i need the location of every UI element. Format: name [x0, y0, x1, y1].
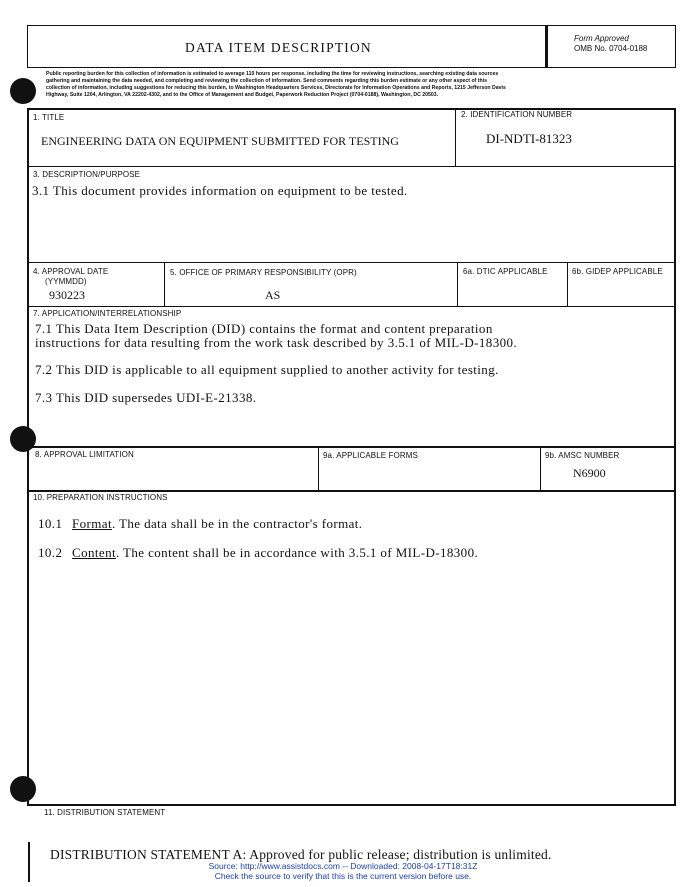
applicable-forms-label: 9a. APPLICABLE FORMS [323, 451, 418, 460]
footer-verify: Check the source to verify that this is the current version before use. [214, 871, 472, 881]
divider [318, 447, 319, 491]
title-value: ENGINEERING DATA ON EQUIPMENT SUBMITTED FOR TESTING [41, 134, 399, 148]
burden-line: Public reporting burden for this collection of information is estimated to average 110 hours per response, including the time for reviewing instructions, searching existing data sources [46, 71, 499, 77]
divider [27, 262, 676, 263]
divider [27, 166, 676, 167]
divider [540, 447, 541, 491]
identification-number-value: DI-NDTI-81323 [486, 131, 572, 146]
burden-line: Highway, Suite 1204, Arlington, VA 22202-4302, and to the Office of Management and Budget, Paperwork Reduction Project (0704-0188), Washington, DC 20503. [46, 92, 439, 98]
header-divider [545, 25, 548, 68]
application-7-2: 7.2 This DID is applicable to all equipment supplied to another activity for testing. [35, 362, 499, 377]
prep-10-1 [38, 516, 362, 532]
application-7-1-line1: 7.1 This Data Item Description (DID) contains the format and content preparation [35, 321, 493, 336]
footer-source: Source: http://www.assistdocs.com -- Downloaded: 2008-04-17T18:31Z [208, 861, 478, 871]
divider [164, 262, 165, 306]
dtic-applicable-label: 6a. DTIC APPLICABLE [463, 267, 548, 276]
divider [457, 262, 458, 306]
divider [27, 446, 676, 448]
divider [455, 108, 456, 166]
burden-statement [46, 71, 676, 99]
punch-hole-top [10, 78, 36, 104]
approval-date-label: 4. APPROVAL DATE [33, 267, 109, 276]
gidep-applicable-label: 6b. GIDEP APPLICABLE [572, 267, 663, 276]
description-label: 3. DESCRIPTION/PURPOSE [33, 170, 141, 179]
divider [27, 490, 676, 492]
identification-number-label: 2. IDENTIFICATION NUMBER [461, 110, 573, 119]
burden-line: gathering and maintaining the data needed, and completing and reviewing the collection of information. Send comments regarding this burden estimate or any other aspect of this [46, 78, 487, 84]
approval-date-value: 930223 [49, 288, 85, 302]
distribution-statement-value: DISTRIBUTION STATEMENT A: Approved for public release; distribution is unlimited. [50, 847, 552, 862]
opr-value: AS [265, 288, 281, 302]
opr-label: 5. OFFICE OF PRIMARY RESPONSIBILITY (OPR) [170, 268, 357, 277]
approval-limitation-label: 8. APPROVAL LIMITATION [35, 450, 134, 459]
prep-10-2-heading: Content [72, 545, 116, 560]
application-label: 7. APPLICATION/INTERRELATIONSHIP [33, 309, 182, 318]
omb-number: OMB No. 0704-0188 [574, 44, 648, 53]
amsc-number-value: N6900 [573, 466, 606, 480]
title-label: 1. TITLE [33, 113, 65, 122]
application-7-3: 7.3 This DID supersedes UDI-E-21338. [35, 390, 257, 405]
prep-10-1-number: 10.1 [38, 516, 63, 531]
prep-10-1-heading: Format [72, 516, 112, 531]
prep-10-2 [38, 545, 478, 561]
distribution-statement-label: 11. DISTRIBUTION STATEMENT [44, 808, 166, 817]
description-value: 3.1 This document provides information on equipment to be tested. [32, 183, 408, 198]
divider [567, 262, 568, 306]
prep-10-2-number: 10.2 [38, 545, 63, 560]
form-approved-label: Form Approved [574, 34, 629, 43]
preparation-instructions-label: 10. PREPARATION INSTRUCTIONS [33, 493, 168, 502]
amsc-number-label: 9b. AMSC NUMBER [545, 451, 620, 460]
application-7-1-line2: instructions for data resulting from the work task described by 3.5.1 of MIL-D-18300. [35, 335, 518, 350]
divider [27, 306, 676, 307]
burden-line: collection of information, including suggestions for reducing this burden, to Washington Headquarters Services, Directorate for Information Operations and Reports, 1215 Jefferson Davis [46, 85, 506, 91]
approval-date-format: (YYMMDD) [45, 277, 87, 286]
prep-10-1-text: . The data shall be in the contractor's format. [111, 516, 363, 531]
prep-10-2-text: . The content shall be in accordance with 3.5.1 of MIL-D-18300. [115, 545, 479, 560]
form-title: DATA ITEM DESCRIPTION [185, 40, 372, 55]
